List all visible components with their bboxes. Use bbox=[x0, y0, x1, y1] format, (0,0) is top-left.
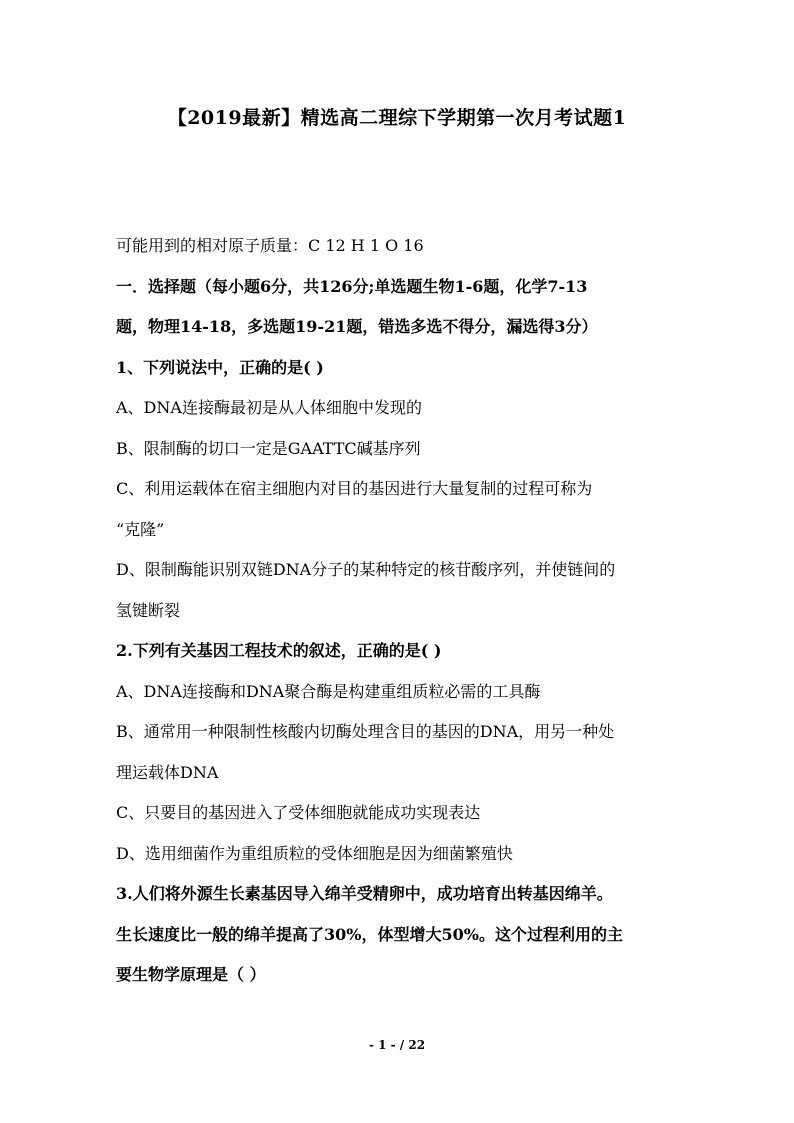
question-1-stem: 1、下列说法中，正确的是( ) bbox=[116, 357, 324, 377]
question-1-option-d-line-2: 氢键断裂 bbox=[116, 600, 181, 620]
question-3-stem-line-3: 要生物学原理是（ ） bbox=[116, 965, 266, 984]
question-2-option-a: A、DNA连接酶和DNA聚合酶是构建重组质粒必需的工具酶 bbox=[116, 681, 541, 701]
question-2-option-b-line-1: B、通常用一种限制性核酸内切酶处理含目的基因的DNA，用另一种处 bbox=[116, 722, 615, 741]
question-2-stem: 2.下列有关基因工程技术的叙述，正确的是( ) bbox=[116, 641, 442, 660]
question-3-stem-line-2: 生长速度比一般的绵羊提高了30%，体型增大50%。这个过程利用的主 bbox=[116, 924, 623, 944]
question-2-option-c: C、只要目的基因进入了受体细胞就能成功实现表达 bbox=[116, 803, 481, 822]
question-2-option-d: D、选用细菌作为重组质粒的受体细胞是因为细菌繁殖快 bbox=[116, 843, 513, 863]
question-3-stem-line-1: 3.人们将外源生长素基因导入绵羊受精卵中，成功培育出转基因绵羊。 bbox=[116, 884, 613, 903]
document-title: 【2019最新】精选高二理综下学期第一次月考试题1 bbox=[167, 107, 627, 129]
page-number: - 1 - / 22 bbox=[368, 1038, 426, 1052]
question-1-option-c-line-2: “克隆” bbox=[116, 519, 165, 539]
question-2-option-b-line-2: 理运载体DNA bbox=[116, 762, 219, 782]
section-heading-line-1: 一．选择题（每小题6分，共126分;单选题生物1-6题，化学7-13 bbox=[116, 276, 588, 296]
atomic-mass-note: 可能用到的相对原子质量：C 12 H 1 O 16 bbox=[116, 236, 424, 255]
document-body bbox=[116, 226, 681, 996]
question-1-option-a: A、DNA连接酶最初是从人体细胞中发现的 bbox=[116, 398, 422, 417]
section-heading-line-2: 题，物理14-18，多选题19-21题，错选多选不得分，漏选得3分） bbox=[116, 317, 598, 336]
question-1-option-d-line-1: D、限制酶能识别双链DNA分子的某种特定的核苷酸序列，并使链间的 bbox=[116, 560, 616, 579]
question-1-option-b: B、限制酶的切口一定是GAATTC碱基序列 bbox=[116, 438, 421, 458]
question-1-option-c-line-1: C、利用运载体在宿主细胞内对目的基因进行大量复制的过程可称为 bbox=[116, 479, 593, 498]
